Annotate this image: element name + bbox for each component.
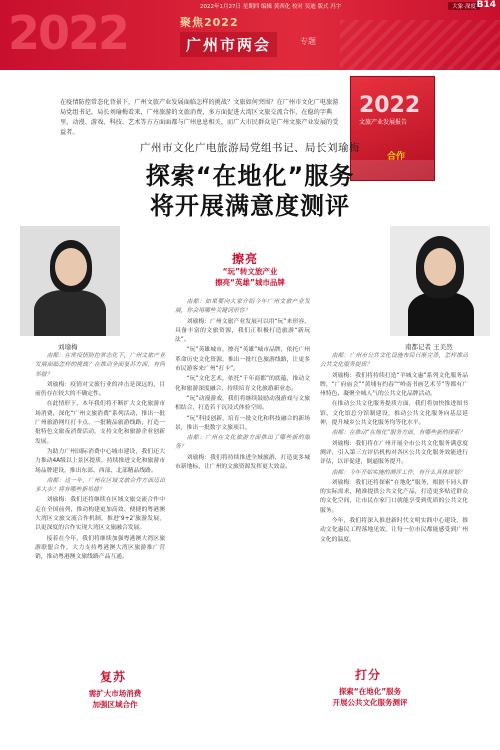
paragraph: 接着在今年，我们将继续加强粤港澳大湾区旅游联盟合作，大力支持粤港澳大湾区旅游推广营销，推动粤港澳文旅线路产品互通。	[35, 535, 165, 561]
section-2-label: 复苏	[100, 670, 127, 684]
section-3-title-line1: 探索“在地化”服务	[338, 687, 402, 696]
paragraph: 刘瑜梅：我们还将探索“在地化”服务，根据不同人群的实际需求，精准提供公共文化产品，打造更多贴近群众的文化空间，让市民在家门口就能享受到优质的公共文化服务。	[320, 479, 468, 514]
header-decoration	[340, 20, 500, 70]
column-right	[320, 352, 468, 662]
header-year: 2022	[8, 6, 129, 60]
paragraph: 南都：广州市公共文化设施布局日渐完善，怎样推动公共文化服务提质？	[320, 353, 468, 369]
paragraph: 南都：这一年，广州在区域文旅合作方面迈出多大步？将有哪些新举措？	[35, 477, 165, 494]
paragraph: “玩”文化艺术，依托“千年商都”的底蕴，推动文化和旅游深度融合，持续培育文化旅游新业态。	[175, 376, 310, 392]
paragraph: 刘瑜梅：我们还将继续在区域文旅交流合作中走在全国前列，推动构建更加高效、便捷的粤港澳大湾区文旅交流合作机制，推进‘9+2’旅游发展，以更深度的合作实现大湾区文旅融合发展。	[35, 497, 165, 532]
focus-label: 聚焦2022	[180, 16, 239, 29]
focus-title: 广州市两会	[180, 32, 277, 57]
section-3-label: 打分	[355, 668, 382, 682]
paragraph: 南都：在常疫情防控常态化下，广州文旅产业发展面临怎样的挑战？在推动全面复苏方面，有何举措？	[35, 353, 165, 378]
section-1-title-line1: “玩”转文旅产业	[222, 267, 278, 276]
section-1-title	[185, 266, 315, 288]
section-1-label: 擦亮	[232, 252, 259, 266]
header-date-line: 2022年1月27日 星期四 编辑 黄西化 校对 吴迪 版式 冯宇	[200, 4, 342, 10]
portrait-liu-yumei	[20, 226, 120, 336]
cover-year: 2022	[359, 93, 421, 118]
paragraph: 南都：如果要向大家介绍今年广州文旅产业发展，你会用哪些关键词形容？	[175, 299, 310, 315]
paragraph: 刘瑜梅：我们将持续打造“羊城文惠”系列文化服务品牌，“广府庙会”“黄埔有约春”“岭南书画艺术节”等都有广州特色、凝聚全城人气的公共文化品牌活动。	[320, 372, 468, 398]
paragraph: 今年，我们将深入推进新时代文明实践中心建设，推动文化惠民工程落地见效，让每一位市民都能感受到广州文化的温度。	[320, 518, 468, 543]
paragraph: 为助力广州国际消费中心城市建设，我们还大力推动4A级以上景区提质，持续推进文化和旅游市场品牌建设，推出东部、西部、北部精品线路。	[35, 448, 165, 474]
paragraph: 刘瑜梅：我们将在广州开展全市公共文化服务满意度测评，引入第三方评估机构对各区公共文化服务效能进行评估，以评促建，倒逼服务提升。	[320, 440, 468, 466]
section-2-title	[55, 688, 175, 710]
article-headline-line2: 将开展满意度测评	[150, 192, 350, 220]
paragraph: “玩”动漫游戏，我们将继续鼓励动漫游戏与文旅相结合，打造若干沉浸式体验空间。	[175, 395, 310, 412]
column-left	[35, 352, 165, 662]
cover-subtitle: 文旅产业发展报告	[359, 119, 408, 126]
page-number: B14	[476, 0, 496, 10]
portrait-right-caption: 南都记者 王美然	[405, 343, 453, 351]
paragraph: “玩”英雄城市，擦亮“英雄”城市品牌，依托广州革命历史文化资源，推出一批红色旅游线路，让更多市民游客来广州“打卡”。	[175, 347, 310, 373]
section-1-title-line2: 擦亮“英雄”城市品牌	[215, 278, 285, 287]
paragraph: 在推动公共文化服务提质方面，我们将加快推进图书馆、文化馆总分馆制建设，推动公共文化服务向基层延伸，提升城乡公共文化服务均等化水平。	[320, 401, 468, 427]
paragraph: 南都：在推动“在地化”服务方面，有哪些新的探索？	[331, 430, 466, 437]
paragraph: 刘瑜梅：我们将持续推进全域旅游，打造更多城市新地标，让广州的文旅资源发挥更大效益。	[175, 454, 310, 471]
section-2-title-line1: 需扩大市场消费	[88, 689, 142, 698]
paragraph: “玩”科技创新，培育一批文化和科技融合的新场景，推出一批数字文旅项目。	[175, 415, 310, 431]
article-headline-line1: 探索“在地化”服务	[145, 162, 355, 190]
section-3-title-line2: 开展公共文化服务测评	[332, 698, 408, 707]
intro-lead: 在疫情防控常态化背景下，广州文旅产业发展面临怎样的挑战？文旅如何突围？在广州市文化广电旅游局党组书记、局长刘瑜梅看来，广州旅游的文旅消费，多方面促进大湾区文旅交流合作，在稳的字典里，动漫、游戏、科技、艺术等方方面面都与广州息息相关，而广大市民群众是广州文旅产业发展的受益者。	[60, 99, 339, 136]
portrait-reporter	[390, 226, 490, 336]
column-middle	[175, 298, 310, 738]
focus-subtitle: 专题	[300, 37, 316, 46]
portrait-left-caption: 刘瑜梅	[58, 343, 78, 351]
paragraph: 刘瑜梅：广州文旅产业发展可以用“玩”来形容，具备丰富的文旅资源，我们正积极打造旅游“新玩法”。	[175, 318, 310, 344]
paragraph: 南都：广州在文化旅游方面推出了哪些新的服务？	[175, 435, 310, 451]
section-2-title-line2: 加强区域合作	[92, 700, 138, 709]
section-badge: 大象·深度	[448, 2, 480, 10]
paragraph: 刘瑜梅：疫情对文旅行业的冲击是深远的，目前仍存在较大的不确定性。	[35, 381, 165, 398]
paragraph: 在此情形下，本年我们将不断扩大文化旅游市场消费，深化“广州文旅消费”系列活动，推出一批广州旅游网红打卡点，一批精品旅游线路，打造一批特色文旅夜消费活动，支持文化和旅游企业创新发展。	[35, 401, 165, 445]
paragraph: 南都：今年开始实施的测评工作，有什么具体规划？	[331, 469, 465, 476]
section-3-title	[310, 686, 430, 708]
article-kicker: 广州市文化广电旅游局党组书记、局长刘瑜梅	[140, 142, 360, 154]
cover-word: 合作	[387, 152, 406, 162]
page-header-band	[0, 0, 500, 70]
